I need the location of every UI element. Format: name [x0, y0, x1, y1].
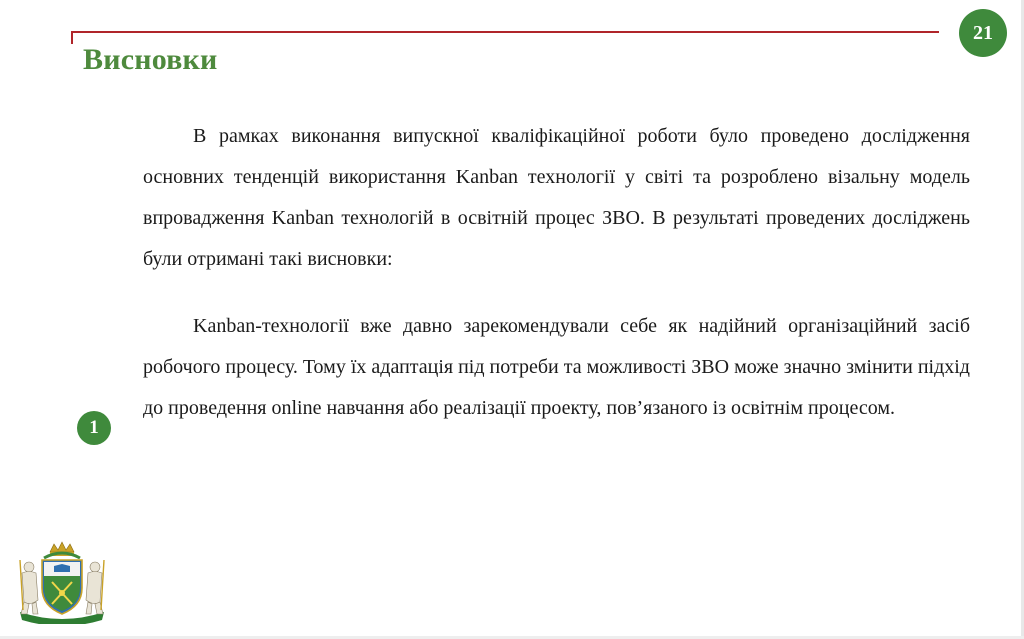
page-number-badge — [959, 9, 1007, 57]
conclusion-number-badge — [77, 411, 111, 445]
paragraph-conclusion-1: Kanban-технології вже давно зарекомендували себе як надійний організаційний засіб робочого процесу. Тому їх адаптація під потреби та можливості ЗВО може значно змінити підхід до проведення online навчання або реалізації проекту, пов’язаного із освітнім процесом. — [143, 315, 970, 419]
slide-title: Висновки — [83, 43, 218, 76]
header-rule — [71, 31, 939, 33]
paragraph-intro: В рамках виконання випускної кваліфікаційної роботи було проведено дослідження основних тенденцій використання Kanban технології у світі та розроблено візальну модель впровадження Kanban технологій в освітній процес ЗВО. В результаті проведених досліджень були отримані такі висновки: — [143, 125, 970, 270]
university-coat-of-arms-icon — [14, 540, 110, 624]
header-rule-tick — [71, 31, 73, 44]
page-number: 21 — [973, 21, 993, 44]
conclusion-number: 1 — [89, 417, 99, 438]
